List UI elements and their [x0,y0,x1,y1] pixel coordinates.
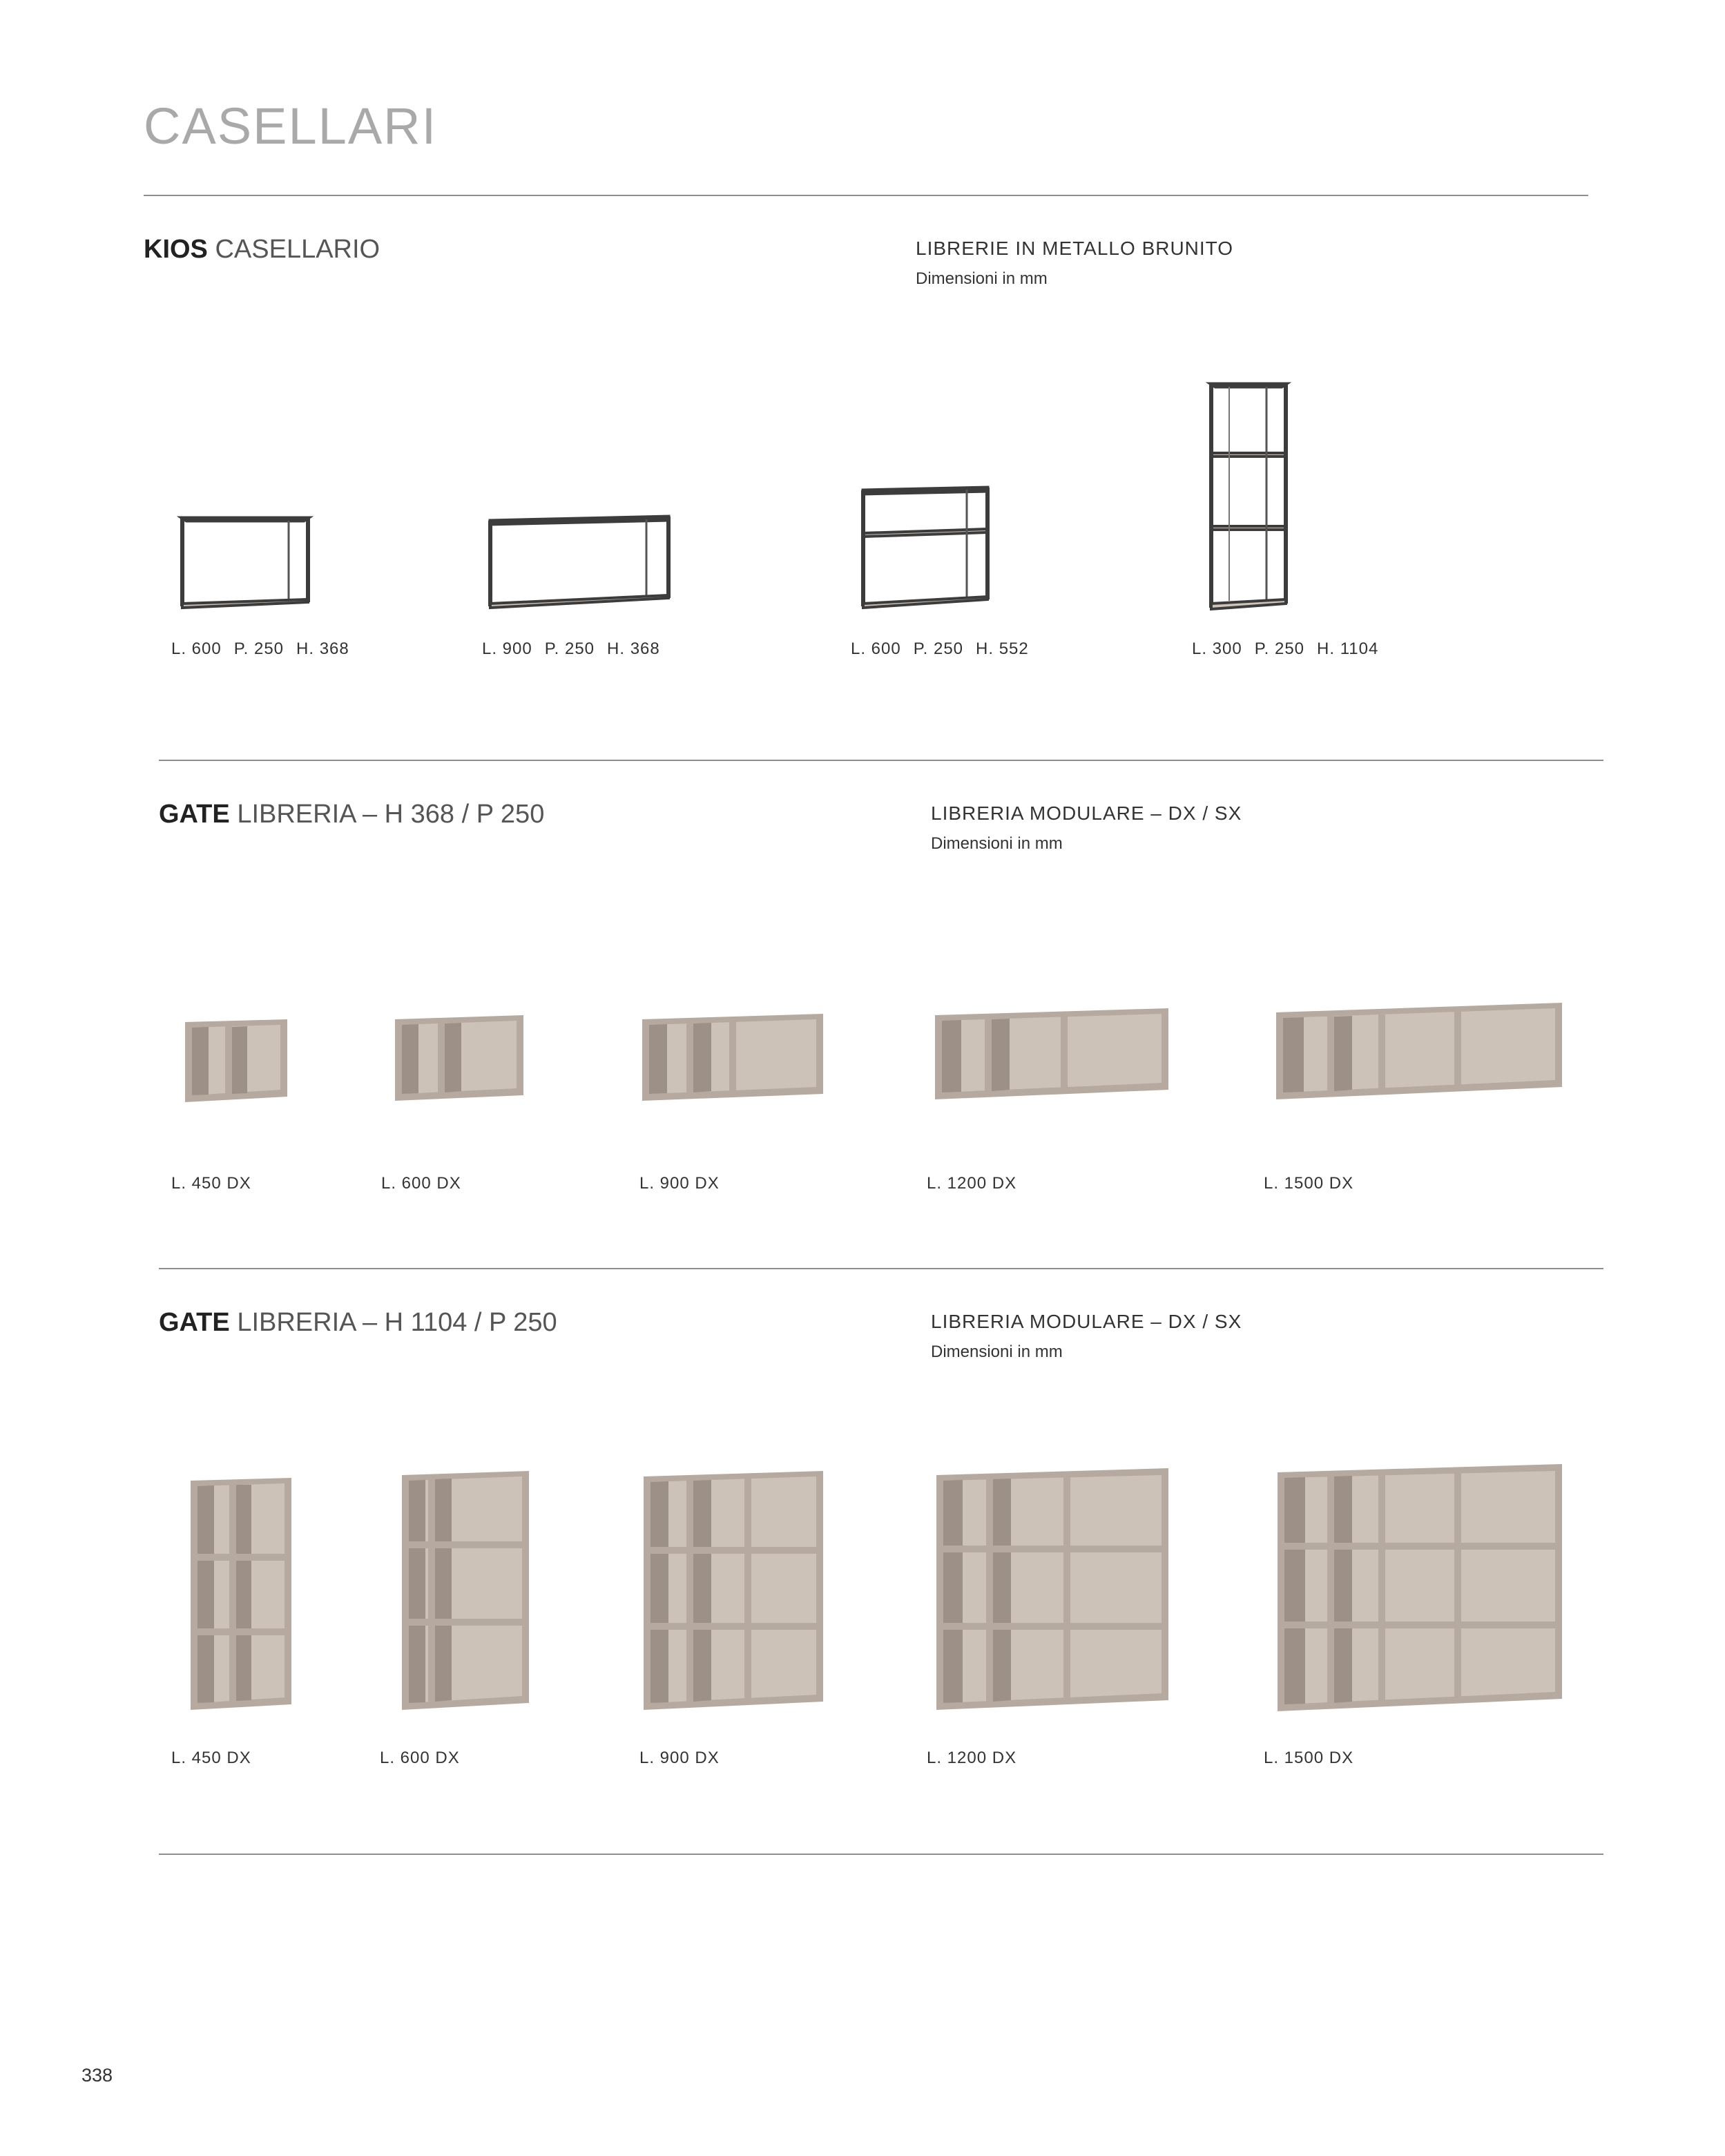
kios-900-dimensions: L. 900 P. 250 H. 368 [482,639,660,658]
kios-600-h552-shelf-image [855,483,993,615]
gate-tall-900-label: L. 900 DX [639,1749,720,1767]
gate-tall-brand: GATE [159,1308,230,1337]
gate-low-900-image [641,1011,826,1105]
gate-low-600-image [394,1012,526,1104]
gate-tall-subtitle: LIBRERIA MODULARE – DX / SX [931,1311,1242,1332]
kios-subtitle: LIBRERIE IN METALLO BRUNITO [916,238,1234,259]
gate-low-dimension-note: Dimensioni in mm [931,834,1063,853]
gate-tall-450-label: L. 450 DX [171,1749,251,1767]
page-title: CASELLARI [144,97,438,155]
kios-product-name: CASELLARIO [215,235,380,264]
gate-tall-1500-label: L. 1500 DX [1264,1749,1354,1767]
gate-tall-section-title [159,1309,557,1336]
gate-low-600-label: L. 600 DX [381,1174,461,1193]
gate-low-product-name: LIBRERIA – H 368 / P 250 [237,800,545,829]
gate-tall-600-label: L. 600 DX [380,1749,460,1767]
gate-low-1200-image [934,1005,1171,1106]
kios-section-title [144,236,380,262]
gate-low-subtitle: LIBRERIA MODULARE – DX / SX [931,802,1242,824]
gate-low-brand: GATE [159,800,230,829]
kios-dimension-note: Dimensioni in mm [916,269,1048,288]
kios-600-h552-dimensions: L. 600 P. 250 H. 552 [851,639,1029,658]
gate-low-450-image [184,1017,290,1104]
gate-tall-600-image [401,1470,532,1713]
gate-tall-1200-image [935,1467,1171,1714]
section-divider-2 [159,1268,1603,1269]
kios-300-tower-image [1204,378,1294,615]
page-number: 338 [81,2065,113,2086]
gate-tall-450-image [189,1476,294,1713]
gate-low-450-label: L. 450 DX [171,1174,251,1193]
gate-tall-1200-label: L. 1200 DX [927,1749,1017,1767]
section-divider-1 [159,760,1603,761]
kios-300-dimensions: L. 300 P. 250 H. 1104 [1192,639,1379,658]
gate-low-1500-label: L. 1500 DX [1264,1174,1354,1193]
kios-brand: KIOS [144,235,208,264]
kios-600-shelf-image [173,511,318,615]
kios-900-shelf-image [483,511,677,615]
gate-tall-1500-image [1276,1463,1565,1715]
section-divider-3 [159,1854,1603,1855]
gate-tall-900-image [642,1470,826,1713]
gate-low-1200-label: L. 1200 DX [927,1174,1017,1193]
gate-low-900-label: L. 900 DX [639,1174,720,1193]
kios-600-dimensions: L. 600 P. 250 H. 368 [171,639,349,658]
gate-tall-product-name: LIBRERIA – H 1104 / P 250 [237,1308,557,1337]
gate-tall-dimension-note: Dimensioni in mm [931,1342,1063,1361]
gate-low-1500-image [1275,1000,1565,1108]
gate-low-section-title [159,801,544,827]
top-divider [144,195,1588,196]
